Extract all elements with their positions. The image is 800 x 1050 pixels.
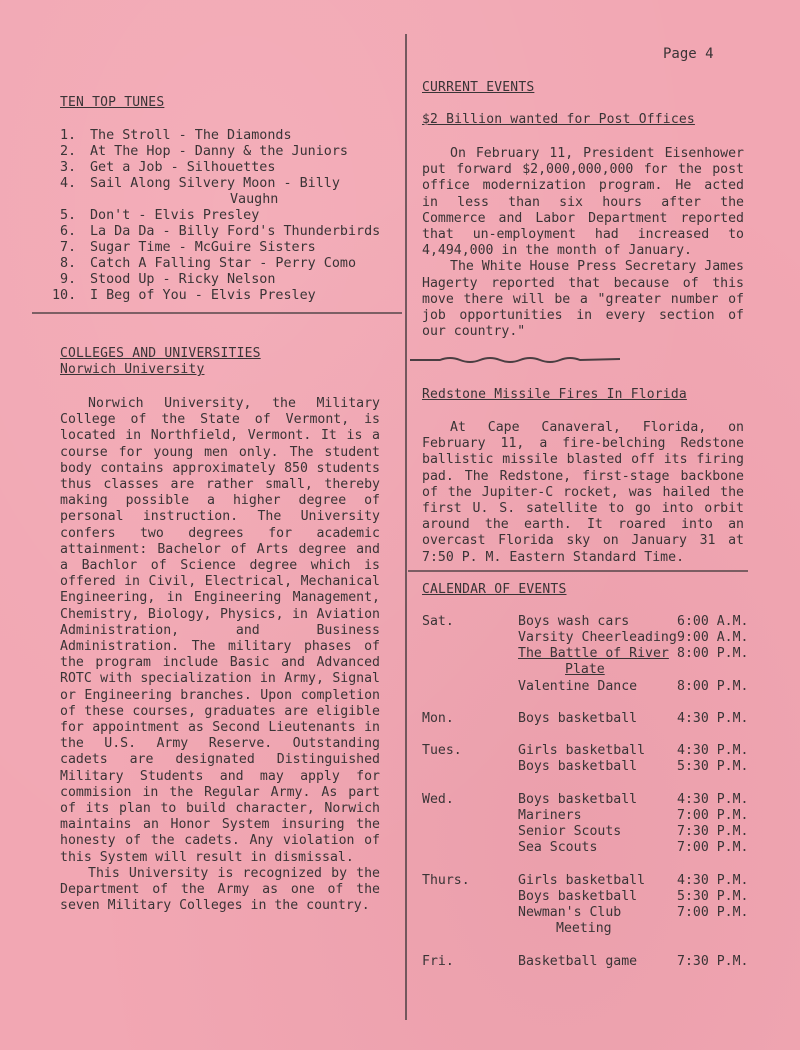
calendar-event: Plate (565, 662, 605, 677)
calendar-event: Varsity Cheerleading (518, 630, 677, 645)
colleges-heading: COLLEGES AND UNIVERSITIES (60, 346, 261, 361)
list-item: 1. The Stroll - The Diamonds (60, 128, 292, 143)
list-item: 6. La Da Da - Billy Ford's Thunderbirds (60, 224, 381, 239)
calendar-event: Basketball game (518, 954, 638, 969)
section-rule (32, 312, 402, 314)
colleges-subheading: Norwich University (60, 362, 205, 377)
calendar-day: Wed. (422, 792, 454, 807)
list-item: 5. Don't - Elvis Presley (60, 208, 260, 223)
list-item: 4. Sail Along Silvery Moon - Billy (60, 176, 340, 191)
list-item: 2. At The Hop - Danny & the Juniors (60, 144, 348, 159)
calendar-event: Valentine Dance (518, 679, 638, 694)
calendar-time: 4:30 P.M. (677, 873, 749, 888)
calendar-heading: CALENDAR OF EVENTS (422, 582, 567, 597)
calendar-event: Boys basketball (518, 759, 638, 774)
calendar-time: 4:30 P.M. (677, 711, 749, 726)
list-item: 3. Get a Job - Silhouettes (60, 160, 276, 175)
article-paragraph: The White House Press Secretary James Hagerty reported that because of this move there will be a "greater number of job opportunities in every section of our country." (422, 259, 744, 340)
calendar-time: 5:30 P.M. (677, 889, 749, 904)
calendar-time: 5:30 P.M. (677, 759, 749, 774)
calendar-event: Boys basketball (518, 889, 638, 904)
story-body (422, 420, 744, 566)
calendar-event: Girls basketball (518, 873, 646, 888)
calendar-event: Girls basketball (518, 743, 646, 758)
list-item: 8. Catch A Falling Star - Perry Como (60, 256, 357, 271)
calendar-event: Boys basketball (518, 792, 638, 807)
calendar-event: The Battle of River (518, 646, 669, 661)
calendar-day: Tues. (422, 743, 462, 758)
column-divider (405, 34, 407, 1020)
calendar-event: Newman's Club (518, 905, 622, 920)
story-title: Redstone Missile Fires In Florida (422, 387, 687, 402)
current-events-heading: CURRENT EVENTS (422, 80, 535, 95)
list-item: 10. I Beg of You - Elvis Presley (52, 288, 316, 303)
calendar-day: Thurs. (422, 873, 470, 888)
article-paragraph: Norwich University, the Military College of the State of Vermont, is located in Northfield, Vermont. It is a course for young men only. The student body contains approximately 850 students thus classes are rather small, thereby making possible a higher degree of personal instruction. The University confers two degrees for academic attainment: Bachelor of Arts degree and a Bachlor of Science degree which is offered in Civil, Electrical, Mechanical Engineering, in Engineering Management, Chemistry, Biology, Physics, in Aviation Administration, and Business Administration. The military phases of the program include Basic and Advanced ROTC with specialization in Army, Signal or Engineering branches. Upon completion of these courses, graduates are eligible for appointment as Second Lieutenants in the U.S. Army Reserve. Outstanding cadets are designated Distinguished Military Students and may apply for commision in the Regular Army. As part of its plan to build character, Norwich maintains an Honor System insuring the honesty of the cadets. Any violation of this System will result in dismissal. (60, 396, 380, 865)
list-item: 7. Sugar Time - McGuire Sisters (60, 240, 316, 255)
calendar-event: Sea Scouts (518, 840, 598, 855)
calendar-time: 6:00 A.M. (677, 614, 749, 629)
calendar-event: Boys basketball (518, 711, 638, 726)
article-paragraph: On February 11, President Eisenhower put forward $2,000,000,000 for the post office modernization program. He acted in less than six hours after the Commerce and Labor Department reported that un-employment had increased to 4,494,000 in the month of January. (422, 146, 744, 259)
story-body (422, 146, 744, 340)
calendar-day: Fri. (422, 954, 454, 969)
calendar-event: Meeting (556, 921, 612, 936)
calendar-time: 8:00 P.M. (677, 646, 749, 661)
list-item: Vaughn (230, 192, 279, 207)
story-title: $2 Billion wanted for Post Offices (422, 112, 695, 127)
article-paragraph: At Cape Canaveral, Florida, on February 11, a fire-belching Redstone ballistic missile blasted off its firing pad. The Redstone, first-stage backbone of the Jupiter-C rocket, was hailed the first U. S. satellite to go into orbit around the earth. It roared into an overcast Florida sky on January 31 at 7:50 P. M. Eastern Standard Time. (422, 420, 744, 565)
calendar-time: 7:00 P.M. (677, 905, 749, 920)
calendar-day: Sat. (422, 614, 454, 629)
calendar-event: Mariners (518, 808, 582, 823)
colleges-article (60, 396, 380, 915)
article-paragraph: This University is recognized by the Department of the Army as one of the seven Military Colleges in the country. (60, 865, 380, 914)
page-number: Page 4 (663, 46, 714, 62)
section-rule (408, 570, 748, 572)
calendar-time: 4:30 P.M. (677, 792, 749, 807)
calendar-time: 4:30 P.M. (677, 743, 749, 758)
calendar-time: 7:00 P.M. (677, 840, 749, 855)
calendar-day: Mon. (422, 711, 454, 726)
calendar-time: 8:00 P.M. (677, 679, 749, 694)
calendar-time: 7:30 P.M. (677, 824, 749, 839)
calendar-event: Senior Scouts (518, 824, 622, 839)
calendar-time: 7:00 P.M. (677, 808, 749, 823)
calendar-event: Boys wash cars (518, 614, 630, 629)
calendar-time: 9:00 A.M. (677, 630, 749, 645)
calendar-time: 7:30 P.M. (677, 954, 749, 969)
decorative-divider (410, 354, 620, 364)
tunes-heading: TEN TOP TUNES (60, 95, 165, 110)
list-item: 9. Stood Up - Ricky Nelson (60, 272, 276, 287)
